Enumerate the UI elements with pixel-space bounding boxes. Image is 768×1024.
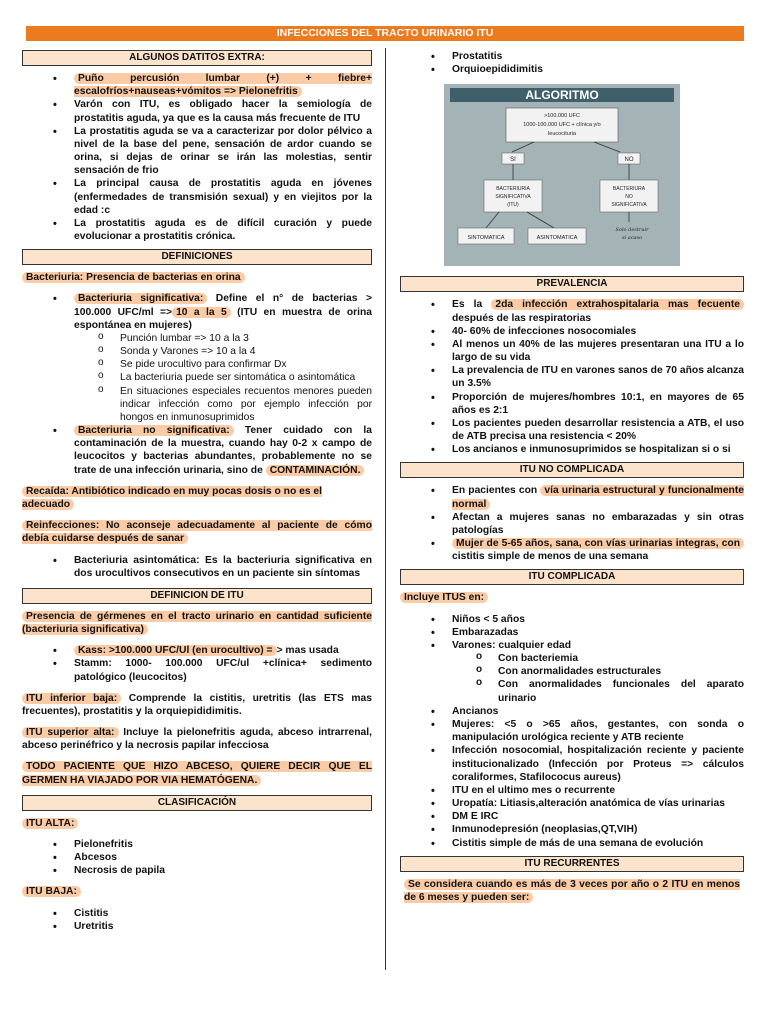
highlight: Bacteriuria no significativa: <box>74 425 234 436</box>
itu-baja-list <box>22 907 372 933</box>
complicada-list-a <box>400 613 744 653</box>
highlight: Recaída: Antibiótico indicado en muy pocas dosis o no es el adecuado <box>22 485 322 510</box>
list-item: • Proporción de mujeres/hombres 10:1, en mayores de 65 años es 2:1 <box>400 391 744 417</box>
complicada-list-b <box>400 705 744 850</box>
handwritten-note: Solo destruir <box>615 227 649 234</box>
highlight: Bacteriuria significativa: <box>74 293 207 304</box>
highlight: Presencia de gérmenes en el tracto urinario en cantidad suficiente (bacteriuria significativa) <box>22 610 372 636</box>
list-item: • Los ancianos e inmunosuprimidos se hospitalizan si o si <box>400 443 744 456</box>
text: Comprende la cistitis, uretritis (las ETS mas frecuentes), prostatitis y la orquiepididimitis. <box>22 692 372 717</box>
section-header-no-complicada: ITU NO COMPLICADA <box>400 462 744 478</box>
no-label: NO <box>624 157 634 164</box>
highlight: Incluye ITUS en: <box>400 592 488 603</box>
box-label: SIGNIFICATIVA <box>495 194 531 201</box>
highlight: TODO PACIENTE QUE HIZO ABCESO, QUIERE DECIR QUE EL GERMEN HA VIAJADO POR VIA HEMATÓGENA. <box>22 761 372 786</box>
list-item: • DM E IRC <box>400 810 744 823</box>
list-item: • Pielonefritis <box>22 838 372 851</box>
bacteriuria-no-significativa-list <box>22 424 372 477</box>
list-item: • Stamm: 1000- 100.000 UFC/ul +clínica+ sedimento patológico (leucocitos) <box>22 657 372 683</box>
recaida <box>22 485 372 511</box>
highlight: 2da infección extrahospitalaria mas fecuente <box>491 299 744 310</box>
document-title: INFECCIONES DEL TRACTO URINARIO ITU <box>26 26 744 41</box>
text: después de las respiratorias <box>452 312 592 324</box>
sub-list-item: o Con bacteriemia <box>400 652 744 665</box>
box-label: BACTERIURA <box>612 186 646 193</box>
itu-inferior <box>22 692 372 718</box>
handwritten-note: si acaso <box>621 235 643 242</box>
section-header-definiciones: DEFINICIONES <box>22 249 372 265</box>
text: Tener cuidado con la contaminación de la muestra, cuando hay 0-2 x campo de leucocitos y bacterias abundantes, probablemente no se trate de una infección urinaria, sino de <box>74 425 372 476</box>
list-item: • La principal causa de prostatitis aguda en jóvenes (enfermedades de transmisión sexual) y en viejitos por la edad :c <box>22 177 372 217</box>
list-item: • Bacteriuria asintomática: Es la bacteriuria significativa en dos urocultivos consecutivos en un paciente sin síntomas <box>22 554 372 580</box>
list-item: • Inmunodepresión (neoplasias,QT,VIH) <box>400 823 744 836</box>
top-list <box>400 50 744 76</box>
algoritmo-diagram <box>444 84 680 266</box>
list-item: • Prostatitis <box>400 50 744 63</box>
highlight: Kass: >100.000 UFC/Ul (en urocultivo) = <box>74 645 277 656</box>
list-item <box>22 424 372 477</box>
section-header-datitos: ALGUNOS DATITOS EXTRA: <box>22 50 372 66</box>
list-item: • Mujeres: <5 o >65 años, gestantes, con sonda o manipulación urológica reciente y ATB reciente <box>400 718 744 744</box>
significativa-sub-list <box>22 332 372 424</box>
box-label: (ITU) <box>507 202 519 209</box>
list-item <box>22 72 372 98</box>
sub-list-item: o Sonda y Varones => 10 a la 4 <box>22 345 372 358</box>
list-item: • Orquioepididimitis <box>400 63 744 76</box>
list-item: • Cistitis <box>22 907 372 920</box>
left-column <box>22 50 372 933</box>
list-item: • Afectan a mujeres sanas no embarazadas y sin otras patologías <box>400 511 744 537</box>
list-item: • 40- 60% de infecciones nosocomiales <box>400 325 744 338</box>
sub-list-item: o Con anormalidades funcionales del aparato urinario <box>400 678 744 704</box>
recurrentes-text <box>400 878 744 904</box>
list-item: • Los pacientes pueden desarrollar resistencia a ATB, el uso de ATB precisa una resistencia < 20% <box>400 417 744 443</box>
list-item <box>400 298 744 324</box>
list-item: • ITU en el ultimo mes o recurrente <box>400 784 744 797</box>
box-label: NO <box>625 194 633 201</box>
list-item: • La prostatitis aguda se va a caracterizar por dolor pélvico a nivel de la base del pene, sensación de ardor cuando se orina, si dejas de orinar se irán las molestias, sentir sensación de frio <box>22 125 372 178</box>
list-item: • Embarazadas <box>400 626 744 639</box>
section-header-definicion-itu: DEFINICION DE ITU <box>22 588 372 604</box>
section-header-clasificacion: CLASIFICACIÓN <box>22 795 372 811</box>
list-item <box>400 484 744 510</box>
si-label: SI <box>510 157 516 164</box>
section-header-complicada: ITU COMPLICADA <box>400 569 744 585</box>
box-label: ASINTOMATICA <box>536 235 578 242</box>
list-item: • Uretritis <box>22 920 372 933</box>
criteria-line: >100.000 UFC <box>544 113 580 120</box>
highlight: vía urinaria estructural y funcionalmente normal <box>452 485 744 510</box>
bacteriuria-definition <box>22 271 372 284</box>
sub-list-item: o Con anormalidades estructurales <box>400 665 744 678</box>
highlight: Bacteriuria: Presencia de bacterias en orina <box>22 272 245 283</box>
highlight: ITU ALTA: <box>22 818 78 829</box>
incluye-label <box>400 591 744 604</box>
list-item: • La prevalencia de ITU en varones sanos de 70 años alcanza un 3.5% <box>400 364 744 390</box>
list-item: • Abcesos <box>22 851 372 864</box>
criteria-line: leucocituria <box>548 131 576 138</box>
sub-list-item: o La bacteriuria puede ser sintomática o asintomática <box>22 371 372 384</box>
text: Incluye la pielonefritis aguda, abceso intrarrenal, abceso perinéfrico y la necrosis papilar infecciosa <box>22 727 372 752</box>
text: > mas usada <box>276 645 339 657</box>
highlight: ITU superior alta: <box>22 727 119 738</box>
itu-alta-list <box>22 838 372 878</box>
algoritmo-image <box>444 84 680 266</box>
criteria-line: 1000-100.000 UFC + clínica y/o <box>523 122 601 129</box>
box-label: SINTOMATICA <box>467 235 505 242</box>
list-item: • Al menos un 40% de las mujeres presentaran una ITU a lo largo de su vida <box>400 338 744 364</box>
diagram-title: ALGORITMO <box>525 88 599 103</box>
list-item: • La prostatitis aguda es de difícil curación y puede evolucionar a prostatitis crónica. <box>22 217 372 243</box>
list-item: • Necrosis de papila <box>22 864 372 877</box>
text: cistitis simple de menos de una semana <box>452 551 649 563</box>
itu-definition <box>22 610 372 636</box>
list-item: • Uropatía: Litiasis,alteración anatómica de vías urinarias <box>400 797 744 810</box>
hematogena-note <box>22 760 372 786</box>
list-item: • Ancianos <box>400 705 744 718</box>
datitos-list <box>22 72 372 243</box>
highlight: Reinfecciones: No aconseje adecuadamente al paciente de cómo debía cuidarse después de sanar <box>22 520 372 545</box>
itu-superior <box>22 726 372 752</box>
box-label: BACTERIURIA <box>496 186 530 193</box>
list-item <box>22 644 372 657</box>
highlight: Puño percusión lumbar (+) + fiebre+ escalofríos+nauseas+vómitos => Pielonefritis <box>74 73 372 98</box>
highlight: ITU inferior baja: <box>22 693 121 704</box>
highlight: CONTAMINACIÓN. <box>266 465 365 476</box>
list-item: • Niños < 5 años <box>400 613 744 626</box>
highlight: 10 a la 5 <box>172 307 231 318</box>
bacteriuria-significativa-list <box>22 292 372 332</box>
section-header-prevalencia: PREVALENCIA <box>400 276 744 292</box>
box-label: SIGNIFICATIVA <box>611 202 647 209</box>
list-item <box>400 537 744 563</box>
highlight: Mujer de 5-65 años, sana, con vías urinarias integras, con <box>452 538 744 549</box>
varones-sub-list <box>400 652 744 705</box>
reinfecciones <box>22 519 372 545</box>
no-complicada-list <box>400 484 744 563</box>
highlight: Se considera cuando es más de 3 veces por año o 2 ITU en menos de 6 meses y pueden ser: <box>404 878 740 903</box>
text: (ITU en muestra de orina espontánea en mujeres) <box>74 306 372 331</box>
itu-baja-label <box>22 885 372 898</box>
list-item: • Varón con ITU, es obligado hacer la semiología de prostatitis aguda, ya que es la causa más frecuente de ITU <box>22 98 372 124</box>
sub-list-item: o Punción lumbar => 10 a la 3 <box>22 332 372 345</box>
list-item <box>22 292 372 332</box>
list-item: • Cistitis simple de más de una semana de evolución <box>400 837 744 850</box>
criteria-list <box>22 644 372 684</box>
itu-alta-label <box>22 817 372 830</box>
text: En pacientes con <box>452 485 541 497</box>
text: Define el n° de bacterias > 100.000 UFC/ml => <box>74 293 372 318</box>
highlight: ITU BAJA: <box>22 886 81 897</box>
list-item: • Infección nosocomial, hospitalización reciente y paciente institucionalizado (Infección por Proteus => cálculos coraliformes, Stafilococus aureus) <box>400 744 744 784</box>
sub-list-item: o Se pide urocultivo para confirmar Dx <box>22 358 372 371</box>
right-column <box>400 50 744 904</box>
list-item: • Varones: cualquier edad <box>400 639 744 652</box>
section-header-recurrentes: ITU RECURRENTES <box>400 856 744 872</box>
asintomatica-list <box>22 554 372 580</box>
prevalencia-list <box>400 298 744 456</box>
column-divider <box>385 48 386 970</box>
text: Es la <box>452 299 492 311</box>
sub-list-item: o En situaciones especiales recuentos menores pueden indicar infección como por ejemplo infección por hongos en inmunosuprimidos <box>22 385 372 425</box>
